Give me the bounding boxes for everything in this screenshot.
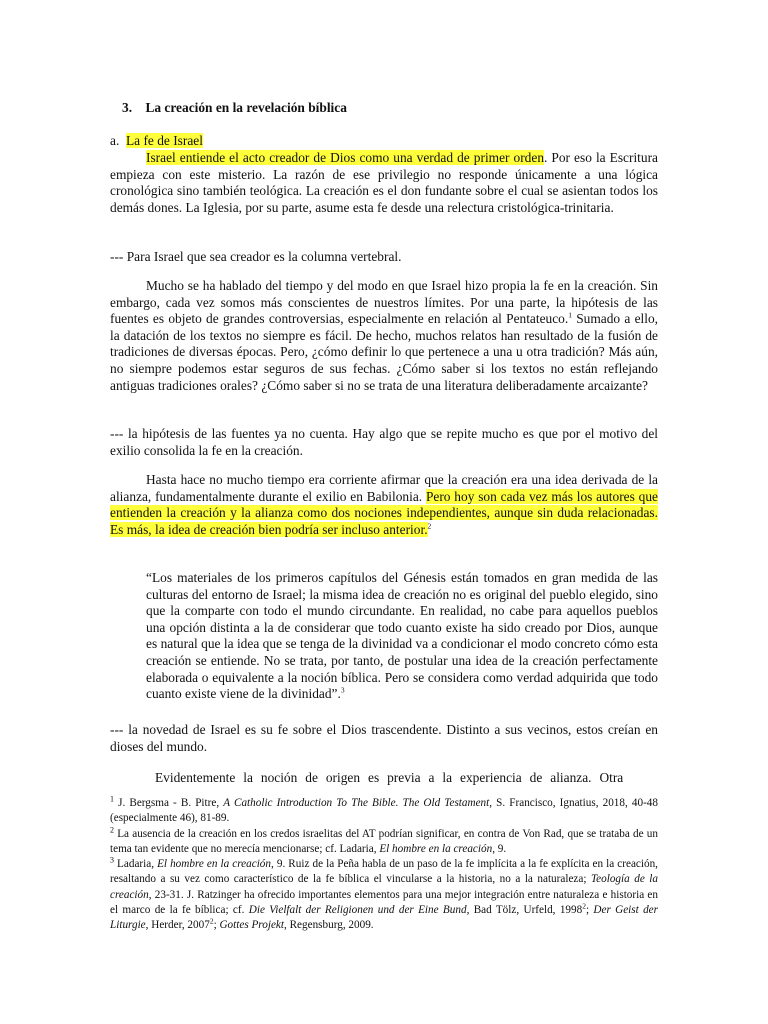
- margin-note-3-text: --- la novedad de Israel es su fe sobre el Dios trascendente. Distinto a sus vecinos, estos creían en dioses del mundo.: [110, 722, 658, 754]
- paragraph-3: [110, 472, 658, 538]
- margin-note-2-text: --- la hipótesis de las fuentes ya no cuenta. Hay algo que se repite mucho es que por el motivo del exilio consolida la fe en la creación.: [110, 426, 658, 458]
- margin-note-1-text: --- Para Israel que sea creador es la columna vertebral.: [110, 249, 402, 264]
- margin-note-1: [110, 249, 658, 266]
- paragraph-4: [110, 770, 658, 787]
- footnote-ref-3[interactable]: 3: [340, 685, 345, 695]
- paragraph-3-text: Hasta hace no mucho tiempo era corriente afirmar que la creación era una idea derivada de la alianza, fundamentalmente durante el exilio en Babilonia.: [110, 472, 658, 504]
- footnote-ref-1[interactable]: 1: [568, 310, 572, 320]
- heading-number: 3.: [122, 100, 133, 115]
- block-quote-text: “Los materiales de los primeros capítulos del Génesis están tomados en gran medida de las culturas del entorno de Israel; la misma idea de creación no es original del pueblo elegido, sino que la comparte con todo el mundo circundante. En realidad, no cabe para aquellos pueblos una opción distinta a la de considerar que todo cuanto existe ha sido creado por Dios, aunque es natural que la idea que se tenga de la divinidad va a condicionar el modo concreto cómo esta creación se entiende. No se trata, por tanto, de postular una idea de la creación perfectamente elaborada o equivalente a la noción bíblica. Pero se considera como verdad adquirida que todo cuanto existe viene de la divinidad”.: [146, 570, 658, 702]
- margin-note-3: [110, 722, 658, 755]
- paragraph-2-text-a: Mucho se ha hablado del tiempo y del modo en que Israel hizo propia la fe en la creación. Sin embargo, cada vez somos más conscientes de nuestros límites. Por una parte, la hipótesis de las fuentes es objeto de grandes controversias, especialmente en relación al Pentateuco.: [110, 278, 658, 327]
- footnote-ref-2[interactable]: 2: [427, 521, 432, 531]
- paragraph-3-highlight: Pero hoy son cada vez más los autores que entienden la creación y la alianza como dos nociones independientes, aunque sin duda relacionadas. Es más, la idea de creación bien podría ser incluso anterior.: [110, 488, 658, 537]
- subsection-title: La fe de Israel: [126, 133, 203, 148]
- paragraph-1-highlight: Israel entiende el acto creador de Dios como una verdad de primer orden: [146, 150, 545, 165]
- block-quote: [146, 570, 658, 703]
- subsection-heading: [110, 133, 203, 149]
- section-heading: [122, 100, 347, 116]
- subsection-marker: a.: [110, 133, 120, 148]
- heading-title: La creación en la revelación bíblica: [145, 100, 347, 115]
- paragraph-2-text-b: Sumado a ello, la datación de los textos no siempre es fácil. De hecho, muchos relatos han resultado de la fusión de tradiciones de diversas épocas. Pero, ¿cómo definir lo que pertenece a una u otra tradición? Más aún, no siempre podemos estar seguros de sus fechas. ¿Cómo saber si los textos no están reflejando antiguas tradiciones orales? ¿Cómo saber si no se trata de una literatura deliberadamente arcaizante?: [110, 311, 658, 393]
- paragraph-1: [110, 150, 658, 216]
- footnotes: [110, 796, 658, 934]
- paragraph-1-text: . Por eso la Escritura empieza con este misterio. La razón de ese privilegio no responde únicamente a una lógica cronológica sino también teológica. La creación es el don fundante sobre el cual se asientan todos los demás dones. La Iglesia, por su parte, asume esta fe desde una relectura cristológica-trinitaria.: [110, 150, 658, 215]
- paragraph-2: [110, 278, 658, 394]
- paragraph-4-text: Evidentemente la noción de origen es previa a la experiencia de alianza. Otra: [155, 770, 624, 785]
- footnote-1: $^1$ J. Bergsma - B. Pitre, A Catholic Introduction To The Bible. The Old Testament, S. Francisco, Ignatius, 2018, 40-48 (especialmente 46), 81-89.: [110, 794, 658, 825]
- footnote-2: $^2$ La ausencia de la creación en los credos israelitas del AT podrían significar, en contra de Von Rad, que se trataba de un tema tan evidente que no merecía mencionarse; cf. Ladaria, El hombre en la creación, 9.: [110, 824, 658, 855]
- margin-note-2: [110, 426, 658, 459]
- footnote-3: $^3$ Ladaria, El hombre en la creación, 9. Ruiz de la Peña habla de un paso de la fe implícita a la fe explícita en la creación, resaltando a su vez como característico de la fe bíblica el vincularse a la historia, no a la naturaleza; Teología de la creación, 23-31. J. Ratzinger ha ofrecido importantes elementos para una mejor integración entre naturaleza e historia en el marco de la fe bíblica; cf. Die Vielfalt der Religionen und der Eine Bund, Bad Tölz, Urfeld, 1998$^2$; Der Geist der Liturgie, Herder, 2007$^2$; Gottes Projekt, Regensburg, 2009.: [110, 855, 659, 932]
